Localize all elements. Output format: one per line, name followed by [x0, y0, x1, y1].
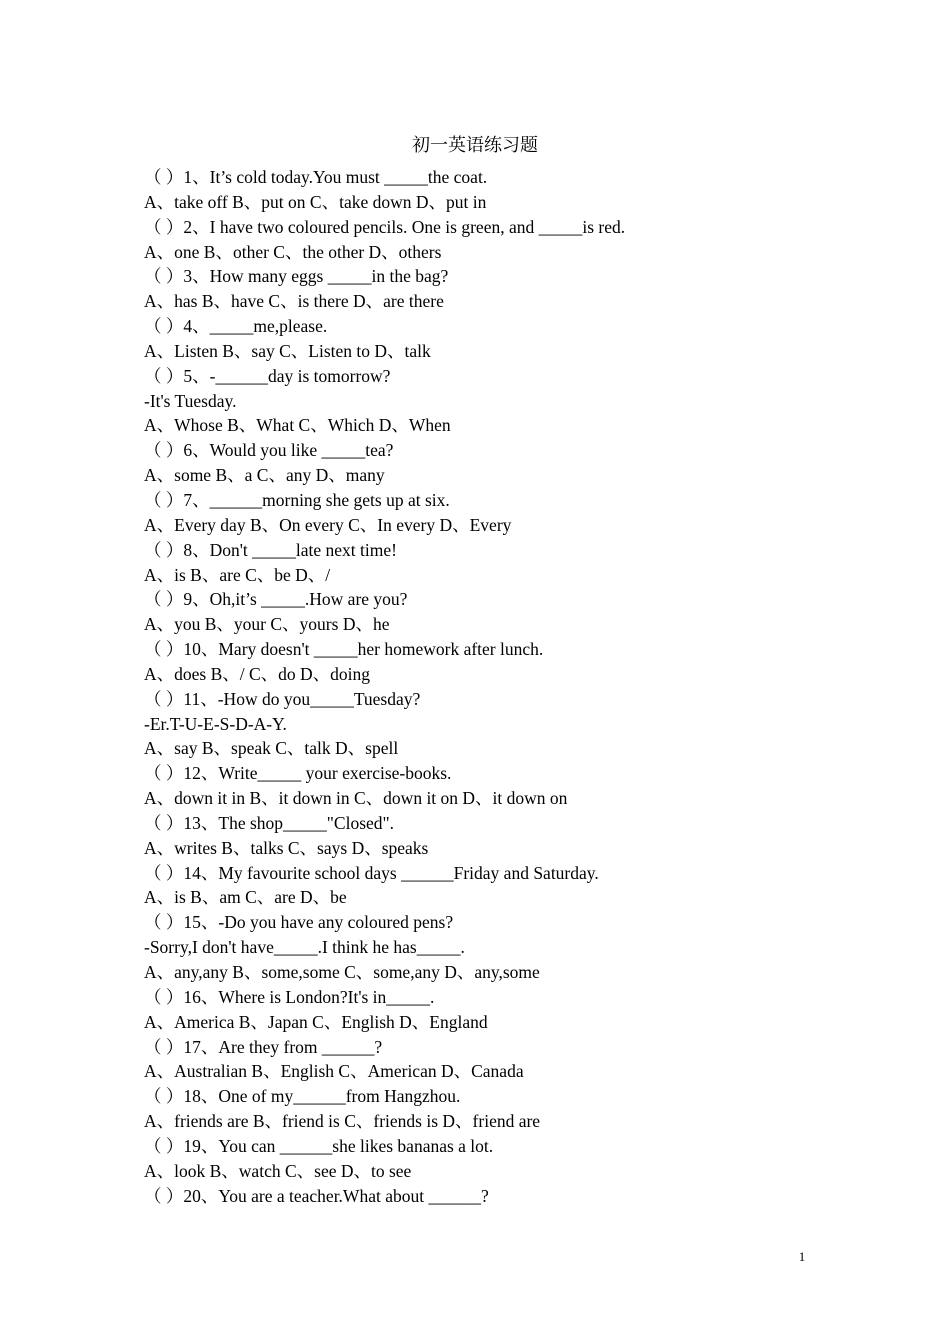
- question-line: A、America B、Japan C、English D、England: [144, 1011, 488, 1032]
- page-number: 1: [798, 1249, 806, 1264]
- question-line: A、is B、are C、be D、/: [144, 564, 331, 585]
- question-line: A、Every day B、On every C、In every D、Every: [144, 514, 512, 535]
- question-line: （ ）8、Don't _____late next time!: [144, 539, 397, 560]
- question-line: （ ）12、Write_____ your exercise-books.: [144, 763, 452, 784]
- question-line: （ ）10、Mary doesn't _____her homework after lunch.: [144, 639, 544, 660]
- question-line: A、look B、watch C、see D、to see: [144, 1160, 412, 1181]
- question-line: （ ）2、I have two coloured pencils. One is green, and _____is red.: [144, 216, 626, 237]
- question-line: A、you B、your C、yours D、he: [144, 614, 390, 635]
- question-line: A、down it in B、it down in C、down it on D、it down on: [144, 788, 568, 809]
- question-line: （ ）6、Would you like _____tea?: [144, 440, 394, 461]
- question-line: A、say B、speak C、talk D、spell: [144, 738, 399, 759]
- question-line: A、any,any B、some,some C、some,any D、any,some: [144, 962, 540, 982]
- question-line: A、take off B、put on C、take down D、put in: [144, 191, 487, 212]
- question-line: （ ）19、You can ______she likes bananas a lot.: [144, 1135, 494, 1156]
- question-line: （ ）20、You are a teacher.What about ______?: [144, 1185, 489, 1206]
- question-line: A、some B、a C、any D、many: [144, 465, 385, 486]
- question-line: A、friends are B、friend is C、friends is D、friend are: [144, 1111, 541, 1132]
- question-line: （ ）5、-______day is tomorrow?: [144, 365, 391, 386]
- question-list: [144, 165, 844, 1208]
- question-line: A、writes B、talks C、says D、speaks: [144, 837, 429, 858]
- question-line: -Sorry,I don't have_____.I think he has_____.: [144, 937, 465, 958]
- question-line: （ ）7、______morning she gets up at six.: [144, 489, 450, 510]
- question-line: -Er.T-U-E-S-D-A-Y.: [144, 713, 287, 734]
- question-line: （ ）15、-Do you have any coloured pens?: [144, 912, 454, 933]
- question-line: A、one B、other C、the other D、others: [144, 241, 442, 262]
- page-title: 初一英语练习题: [412, 135, 538, 155]
- question-line: （ ）11、-How do you_____Tuesday?: [144, 688, 421, 709]
- question-line: （ ）1、It’s cold today.You must _____the coat.: [144, 167, 488, 187]
- question-line: （ ）13、The shop_____"Closed".: [144, 812, 395, 833]
- question-line: （ ）9、Oh,it’s _____.How are you?: [144, 589, 408, 610]
- question-line: （ ）4、_____me,please.: [144, 316, 328, 337]
- question-line: （ ）18、One of my______from Hangzhou.: [144, 1086, 461, 1107]
- question-line: A、does B、/ C、do D、doing: [144, 663, 371, 684]
- question-line: A、is B、am C、are D、be: [144, 887, 347, 908]
- question-line: （ ）16、Where is London?It's in_____.: [144, 986, 435, 1007]
- question-line: -It's Tuesday.: [144, 390, 237, 411]
- question-line: A、Australian B、English C、American D、Canada: [144, 1061, 524, 1082]
- question-line: A、has B、have C、is there D、are there: [144, 291, 444, 312]
- question-line: A、Whose B、What C、Which D、When: [144, 415, 451, 436]
- question-line: A、Listen B、say C、Listen to D、talk: [144, 340, 431, 361]
- question-line: （ ）17、Are they from ______?: [144, 1036, 383, 1057]
- question-line: （ ）3、How many eggs _____in the bag?: [144, 266, 449, 287]
- question-line: （ ）14、My favourite school days ______Friday and Saturday.: [144, 862, 599, 883]
